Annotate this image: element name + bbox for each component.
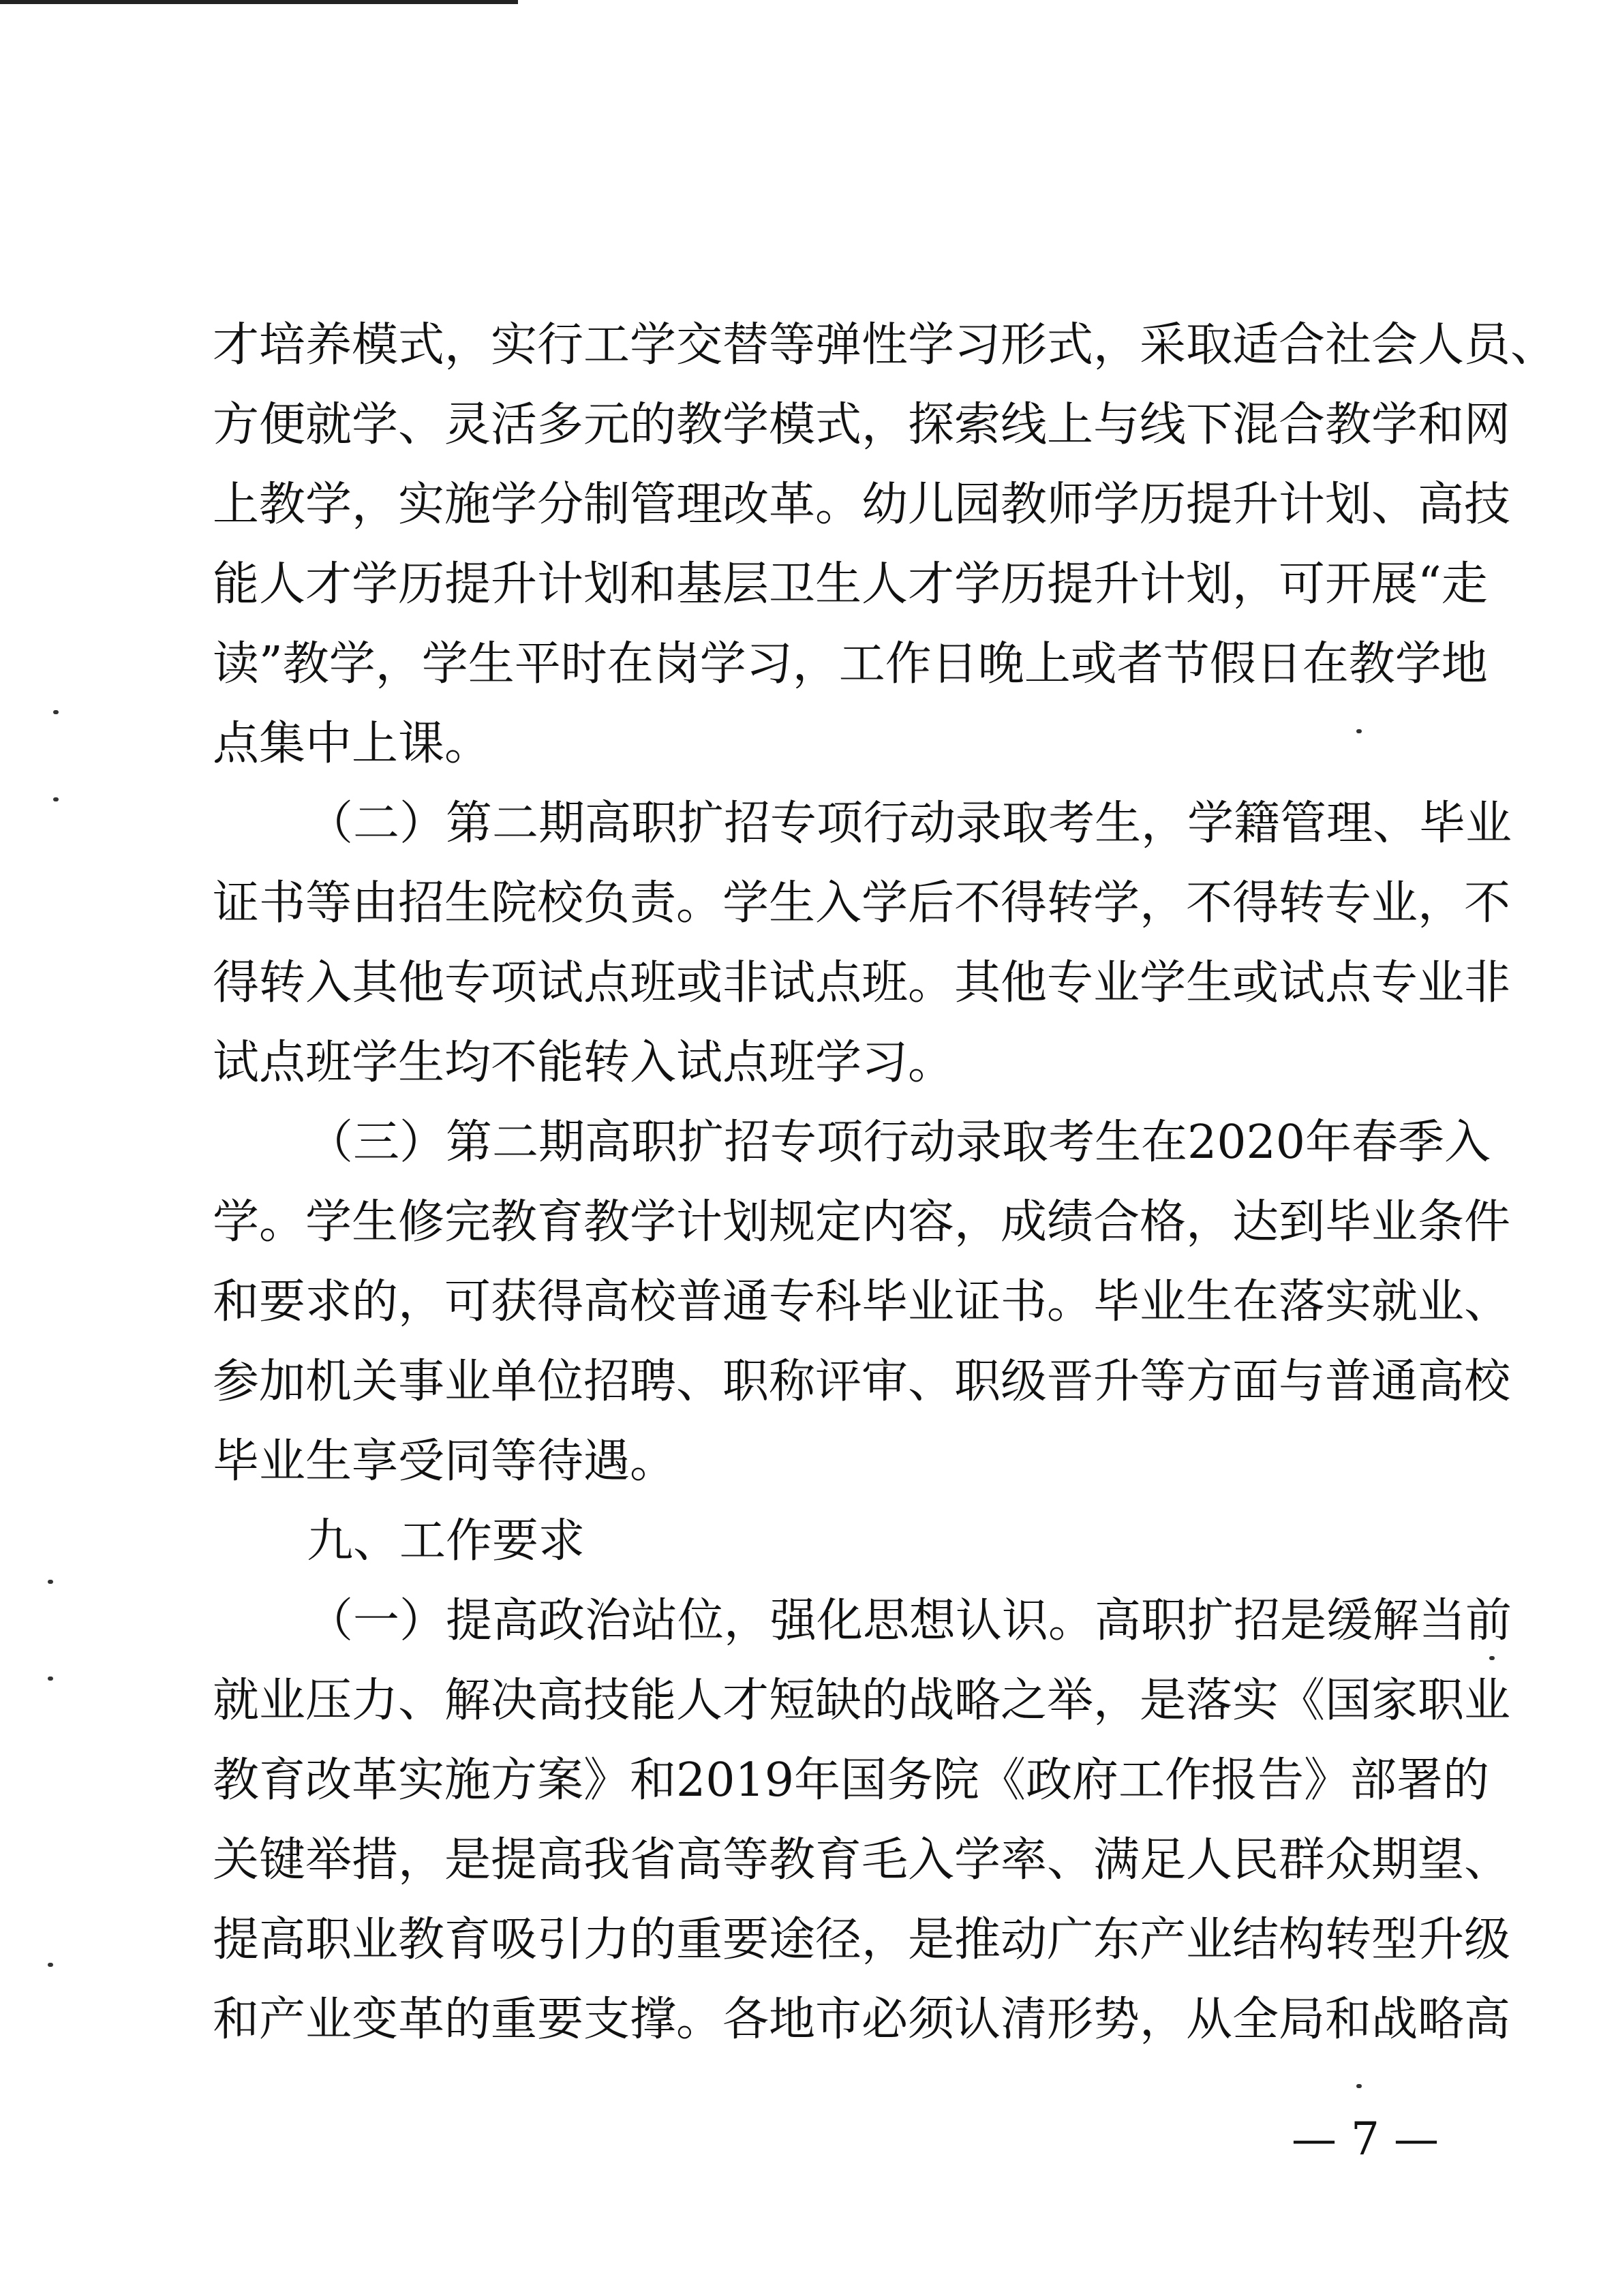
scan-top-edge bbox=[0, 0, 518, 4]
scan-speck bbox=[53, 710, 59, 714]
text-line: 点集中上课。 bbox=[213, 717, 491, 771]
scan-speck bbox=[1356, 2084, 1362, 2088]
text-line: 证书等由招生院校负责。学生入学后不得转学，不得转专业，不 bbox=[213, 876, 1511, 930]
section-heading: 九、工作要求 bbox=[307, 1514, 585, 1568]
page-number: — 7 — bbox=[1292, 2113, 1439, 2165]
text-line: （二）第二期高职扩招专项行动录取考生，学籍管理、毕业 bbox=[307, 797, 1512, 851]
text-line: 提高职业教育吸引力的重要途径，是推动广东产业结构转型升级 bbox=[213, 1913, 1511, 1967]
text-line: 方便就学、灵活多元的教学模式，探索线上与线下混合教学和网 bbox=[213, 398, 1511, 452]
text-line: 毕业生享受同等待遇。 bbox=[213, 1435, 677, 1488]
text-line: 和要求的，可获得高校普通专科毕业证书。毕业生在落实就业、 bbox=[213, 1275, 1511, 1329]
paragraph-3 bbox=[213, 1182, 1511, 1501]
scan-speck bbox=[1489, 1656, 1495, 1660]
text-line: （三）第二期高职扩招专项行动录取考生在2020年春季入 bbox=[307, 1116, 1491, 1169]
text-line: 试点班学生均不能转入试点班学习。 bbox=[213, 1036, 955, 1090]
text-line: 教育改革实施方案》和2019年国务院《政府工作报告》部署的 bbox=[213, 1754, 1490, 1807]
paragraph-1 bbox=[213, 305, 1557, 784]
paragraph-2-first bbox=[307, 784, 1512, 863]
text-line: 学。学生修完教育教学计划规定内容，成绩合格，达到毕业条件 bbox=[213, 1195, 1511, 1249]
scan-speck bbox=[48, 1677, 53, 1681]
paragraph-4 bbox=[213, 1661, 1511, 2060]
text-line: （一）提高政治站位，强化思想认识。高职扩招是缓解当前 bbox=[307, 1594, 1512, 1648]
text-line: 读”教学，学生平时在岗学习，工作日晚上或者节假日在教学地 bbox=[213, 637, 1488, 691]
scan-speck bbox=[1356, 729, 1362, 733]
text-line: 参加机关事业单位招聘、职称评审、职级晋升等方面与普通高校 bbox=[213, 1355, 1511, 1409]
text-line: 上教学，实施学分制管理改革。幼儿园教师学历提升计划、高技 bbox=[213, 478, 1511, 532]
paragraph-2 bbox=[213, 863, 1511, 1103]
text-line: 能人才学历提升计划和基层卫生人才学历提升计划，可开展“走 bbox=[213, 557, 1488, 611]
paragraph-4-first bbox=[307, 1581, 1512, 1661]
scan-speck bbox=[48, 1580, 53, 1584]
scan-speck bbox=[48, 1963, 53, 1967]
scan-speck bbox=[53, 797, 59, 801]
text-line: 关键举措，是提高我省高等教育毛入学率、满足人民群众期望、 bbox=[213, 1833, 1511, 1887]
text-line: 和产业变革的重要支撑。各地市必须认清形势，从全局和战略高 bbox=[213, 1993, 1511, 2047]
text-line: 得转入其他专项试点班或非试点班。其他专业学生或试点专业非 bbox=[213, 956, 1511, 1010]
text-line: 就业压力、解决高技能人才短缺的战略之举，是落实《国家职业 bbox=[213, 1674, 1511, 1728]
text-line: 才培养模式，实行工学交替等弹性学习形式，采取适合社会人员、 bbox=[213, 318, 1557, 372]
paragraph-3-first bbox=[307, 1103, 1491, 1182]
